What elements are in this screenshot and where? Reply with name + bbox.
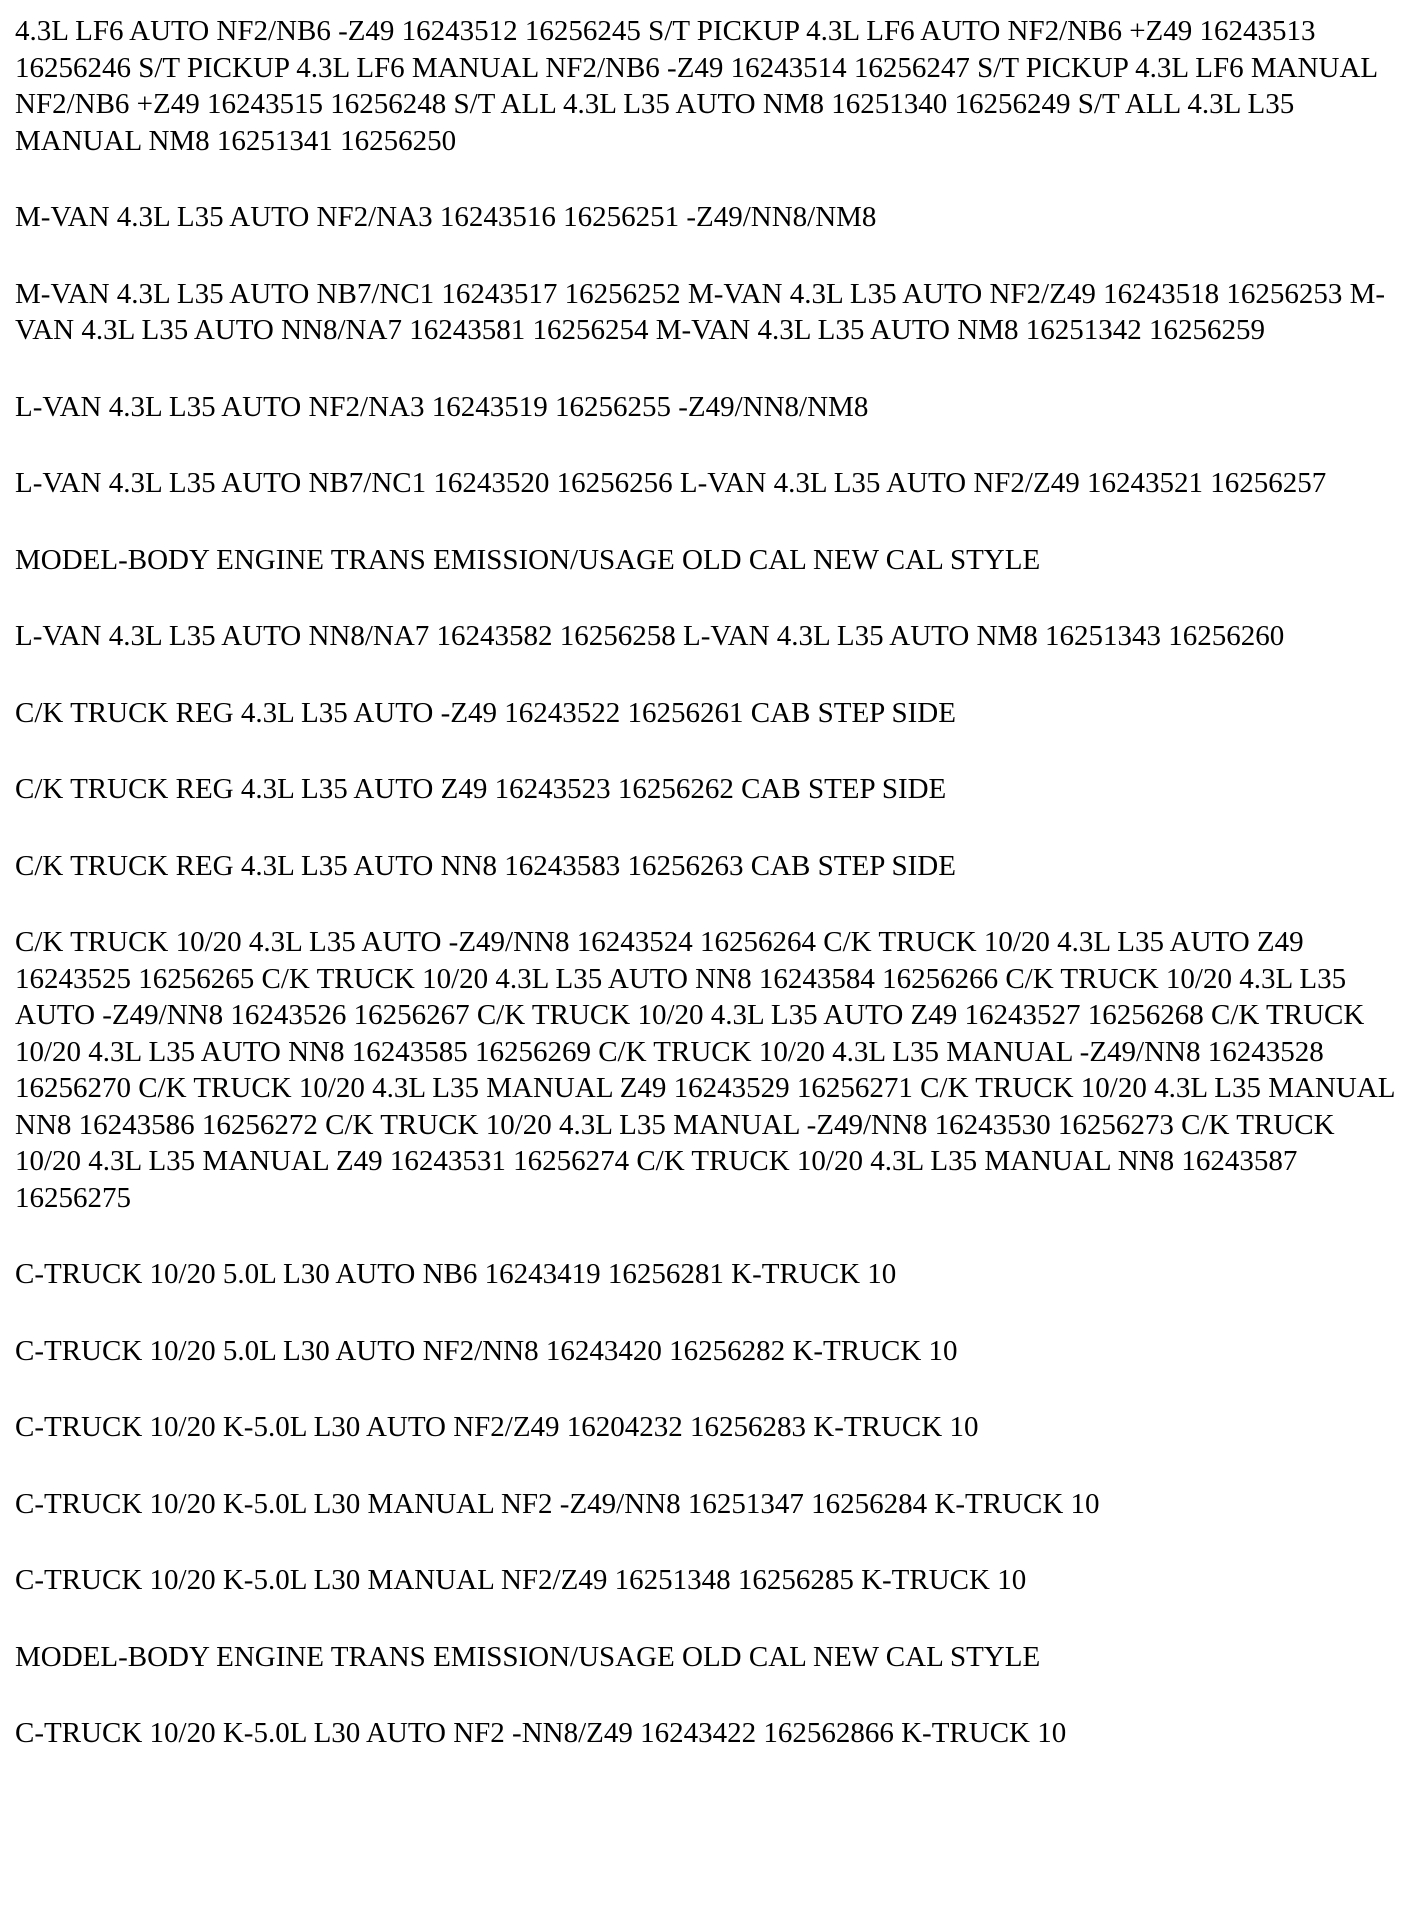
paragraph-c-truck-nf2-z49-auto: C-TRUCK 10/20 K-5.0L L30 AUTO NF2/Z49 16204232 16256283 K-TRUCK 10 [15,1411,979,1443]
paragraph-ck-truck-10-20-group: C/K TRUCK 10/20 4.3L L35 AUTO -Z49/NN8 16243524 16256264 C/K TRUCK 10/20 4.3L L35 AUTO Z49 16243525 16256265 C/K TRUCK 10/20 4.3L L35 AUTO NN8 16243584 16256266 C/K TRUCK 10/20 4.3L L35 AUTO -Z49/NN8 16243526 16256267 C/K TRUCK 10/20 4.3L L35 AUTO Z49 16243527 16256268 C/K TRUCK 10/20 4.3L L35 AUTO NN8 16243585 16256269 C/K TRUCK 10/20 4.3L L35 MANUAL -Z49/NN8 16243528 16256270 C/K TRUCK 10/20 4.3L L35 MANUAL Z49 16243529 16256271 C/K TRUCK 10/20 4.3L L35 MANUAL NN8 16243586 16256272 C/K TRUCK 10/20 4.3L L35 MANUAL -Z49/NN8 16243530 16256273 C/K TRUCK 10/20 4.3L L35 MANUAL Z49 16243531 16256274 C/K TRUCK 10/20 4.3L L35 MANUAL NN8 16243587 16256275 [15,926,1395,1214]
paragraph-ck-truck-reg-nn8: C/K TRUCK REG 4.3L L35 AUTO NN8 16243583 16256263 CAB STEP SIDE [15,849,956,882]
paragraph-st-pickup-all: 4.3L LF6 AUTO NF2/NB6 -Z49 16243512 16256245 S/T PICKUP 4.3L LF6 AUTO NF2/NB6 +Z49 16243513 16256246 S/T PICKUP 4.3L LF6 MANUAL NF2/NB6 -Z49 16243514 16256247 S/T PICKUP 4.3L LF6 MANUAL NF2/NB6 +Z49 16243515 16256248 S/T ALL 4.3L L35 AUTO NM8 16251340 16256249 S/T ALL 4.3L L35 MANUAL NM8 16251341 16256250 [15,15,1378,157]
document-page [15,13,1395,1752]
paragraph-l-van-nn8-nm8: L-VAN 4.3L L35 AUTO NN8/NA7 16243582 16256258 L-VAN 4.3L L35 AUTO NM8 16251343 16256260 [15,620,1285,652]
table-header-row-repeat: MODEL-BODY ENGINE TRANS EMISSION/USAGE OLD CAL NEW CAL STYLE [15,1640,1041,1673]
paragraph-c-truck-nf2-nn8: C-TRUCK 10/20 5.0L L30 AUTO NF2/NN8 16243420 16256282 K-TRUCK 10 [15,1334,958,1367]
paragraph-m-van-na3: M-VAN 4.3L L35 AUTO NF2/NA3 16243516 16256251 -Z49/NN8/NM8 [15,201,877,233]
paragraph-l-van-na3: L-VAN 4.3L L35 AUTO NF2/NA3 16243519 16256255 -Z49/NN8/NM8 [15,390,869,423]
paragraph-ck-truck-reg-minus-z49: C/K TRUCK REG 4.3L L35 AUTO -Z49 16243522 16256261 CAB STEP SIDE [15,696,956,729]
paragraph-m-van-group: M-VAN 4.3L L35 AUTO NB7/NC1 16243517 16256252 M-VAN 4.3L L35 AUTO NF2/Z49 16243518 16256253 M-VAN 4.3L L35 AUTO NN8/NA7 16243581 16256254 M-VAN 4.3L L35 AUTO NM8 16251342 16256259 [15,277,1386,346]
paragraph-l-van-nb7-nf2: L-VAN 4.3L L35 AUTO NB7/NC1 16243520 16256256 L-VAN 4.3L L35 AUTO NF2/Z49 16243521 16256257 [15,467,1327,499]
table-header-row: MODEL-BODY ENGINE TRANS EMISSION/USAGE OLD CAL NEW CAL STYLE [15,543,1041,576]
paragraph-c-truck-manual-minus-z49: C-TRUCK 10/20 K-5.0L L30 MANUAL NF2 -Z49/NN8 16251347 16256284 K-TRUCK 10 [15,1487,1100,1520]
paragraph-ck-truck-reg-z49: C/K TRUCK REG 4.3L L35 AUTO Z49 16243523 16256262 CAB STEP SIDE [15,773,947,805]
paragraph-c-truck-nb6: C-TRUCK 10/20 5.0L L30 AUTO NB6 16243419 16256281 K-TRUCK 10 [15,1258,897,1290]
paragraph-c-truck-manual-z49: C-TRUCK 10/20 K-5.0L L30 MANUAL NF2/Z49 16251348 16256285 K-TRUCK 10 [15,1564,1027,1596]
paragraph-c-truck-auto-nn8-z49: C-TRUCK 10/20 K-5.0L L30 AUTO NF2 -NN8/Z49 16243422 162562866 K-TRUCK 10 [15,1717,1067,1749]
